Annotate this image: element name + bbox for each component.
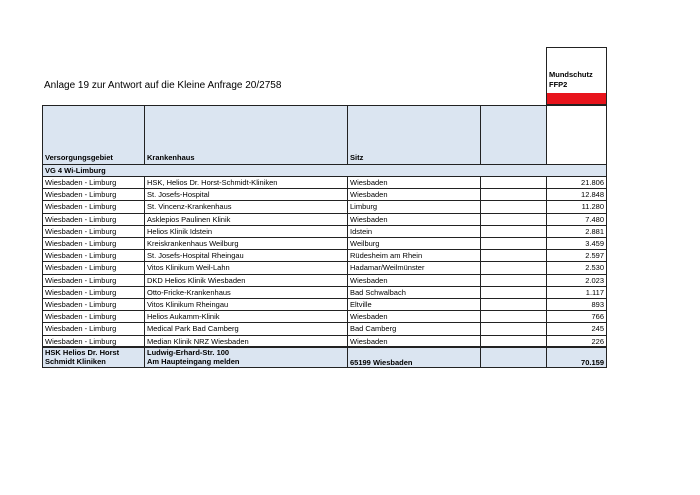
row-value: 11.280	[546, 201, 607, 213]
row-gebiet: Wiesbaden - Limburg	[42, 287, 144, 299]
row-empty	[480, 311, 546, 323]
row-value: 7.480	[546, 214, 607, 226]
table-row	[42, 226, 607, 238]
row-gebiet: Wiesbaden - Limburg	[42, 262, 144, 274]
header-sitz: Sitz	[347, 105, 481, 165]
row-sitz: Rüdesheim am Rhein	[347, 250, 480, 262]
table-row	[42, 177, 607, 189]
row-krankenhaus: Medical Park Bad Camberg	[144, 323, 347, 335]
row-sitz: Limburg	[347, 201, 480, 213]
table-row	[42, 287, 607, 299]
row-gebiet: Wiesbaden - Limburg	[42, 226, 144, 238]
row-sitz: Bad Camberg	[347, 323, 480, 335]
row-sitz: Wiesbaden	[347, 336, 480, 348]
header-mundschutz-cell	[546, 105, 607, 165]
row-krankenhaus: Vitos Klinikum Rheingau	[144, 299, 347, 311]
footer-row	[42, 346, 607, 368]
row-empty	[480, 323, 546, 335]
mundschutz-header	[546, 47, 607, 93]
group-row: VG 4 Wi-Limburg	[42, 165, 607, 177]
footer-gebiet: HSK Helios Dr. Horst Schmidt Kliniken	[42, 348, 144, 367]
footer-sitz: 65199 Wiesbaden	[347, 348, 480, 367]
row-empty	[480, 226, 546, 238]
row-sitz: Wiesbaden	[347, 311, 480, 323]
footer-total: 70.159	[546, 348, 607, 367]
row-empty	[480, 262, 546, 274]
row-krankenhaus: HSK, Helios Dr. Horst-Schmidt-Kliniken	[144, 177, 347, 189]
row-gebiet: Wiesbaden - Limburg	[42, 189, 144, 201]
row-value: 226	[546, 336, 607, 348]
row-sitz: Wiesbaden	[347, 214, 480, 226]
document-title: Anlage 19 zur Antwort auf die Kleine Anfrage 20/2758	[44, 80, 282, 91]
table-row	[42, 299, 607, 311]
row-empty	[480, 214, 546, 226]
row-empty	[480, 275, 546, 287]
table-row	[42, 262, 607, 274]
row-krankenhaus: Otto-Fricke-Krankenhaus	[144, 287, 347, 299]
row-empty	[480, 189, 546, 201]
row-sitz: Idstein	[347, 226, 480, 238]
row-sitz: Hadamar/Weilmünster	[347, 262, 480, 274]
row-empty	[480, 299, 546, 311]
row-empty	[480, 238, 546, 250]
row-empty	[480, 201, 546, 213]
row-sitz: Wiesbaden	[347, 275, 480, 287]
row-krankenhaus: Helios Klinik Idstein	[144, 226, 347, 238]
row-value: 2.597	[546, 250, 607, 262]
row-krankenhaus: St. Josefs-Hospital	[144, 189, 347, 201]
table-row	[42, 275, 607, 287]
row-gebiet: Wiesbaden - Limburg	[42, 299, 144, 311]
row-gebiet: Wiesbaden - Limburg	[42, 201, 144, 213]
footer-address: Ludwig-Erhard-Str. 100 Am Haupteingang melden	[144, 348, 347, 367]
mundschutz-label: Mundschutz	[549, 70, 593, 79]
ffp2-label: FFP2	[549, 80, 568, 89]
table-row	[42, 238, 607, 250]
row-value: 245	[546, 323, 607, 335]
row-krankenhaus: Vitos Klinikum Weil-Lahn	[144, 262, 347, 274]
row-gebiet: Wiesbaden - Limburg	[42, 336, 144, 348]
row-krankenhaus: Asklepios Paulinen Klinik	[144, 214, 347, 226]
row-krankenhaus: DKD Helios Klinik Wiesbaden	[144, 275, 347, 287]
row-gebiet: Wiesbaden - Limburg	[42, 238, 144, 250]
row-gebiet: Wiesbaden - Limburg	[42, 177, 144, 189]
row-krankenhaus: Kreiskrankenhaus Weilburg	[144, 238, 347, 250]
row-gebiet: Wiesbaden - Limburg	[42, 275, 144, 287]
row-sitz: Wiesbaden	[347, 189, 480, 201]
row-empty	[480, 250, 546, 262]
row-value: 2.881	[546, 226, 607, 238]
row-krankenhaus: Median Klinik NRZ Wiesbaden	[144, 336, 347, 348]
header-empty	[480, 105, 547, 165]
row-gebiet: Wiesbaden - Limburg	[42, 214, 144, 226]
table-row	[42, 214, 607, 226]
row-gebiet: Wiesbaden - Limburg	[42, 323, 144, 335]
row-gebiet: Wiesbaden - Limburg	[42, 311, 144, 323]
header-versorgungsgebiet: Versorgungsgebiet	[42, 105, 145, 165]
red-marker	[546, 93, 607, 105]
header-krankenhaus: Krankenhaus	[144, 105, 348, 165]
table-row	[42, 323, 607, 335]
table-row	[42, 201, 607, 213]
table-row	[42, 311, 607, 323]
table-row	[42, 189, 607, 201]
row-value: 3.459	[546, 238, 607, 250]
row-krankenhaus: Helios Aukamm-Klinik	[144, 311, 347, 323]
row-krankenhaus: St. Vincenz-Krankenhaus	[144, 201, 347, 213]
row-value: 1.117	[546, 287, 607, 299]
footer-empty	[480, 348, 546, 367]
row-value: 893	[546, 299, 607, 311]
table-row	[42, 250, 607, 262]
row-value: 2.023	[546, 275, 607, 287]
row-value: 12.848	[546, 189, 607, 201]
row-empty	[480, 287, 546, 299]
row-sitz: Wiesbaden	[347, 177, 480, 189]
row-value: 2.530	[546, 262, 607, 274]
row-sitz: Bad Schwalbach	[347, 287, 480, 299]
row-value: 766	[546, 311, 607, 323]
row-krankenhaus: St. Josefs-Hospital Rheingau	[144, 250, 347, 262]
row-sitz: Eltville	[347, 299, 480, 311]
row-empty	[480, 177, 546, 189]
row-value: 21.806	[546, 177, 607, 189]
row-sitz: Weilburg	[347, 238, 480, 250]
row-gebiet: Wiesbaden - Limburg	[42, 250, 144, 262]
